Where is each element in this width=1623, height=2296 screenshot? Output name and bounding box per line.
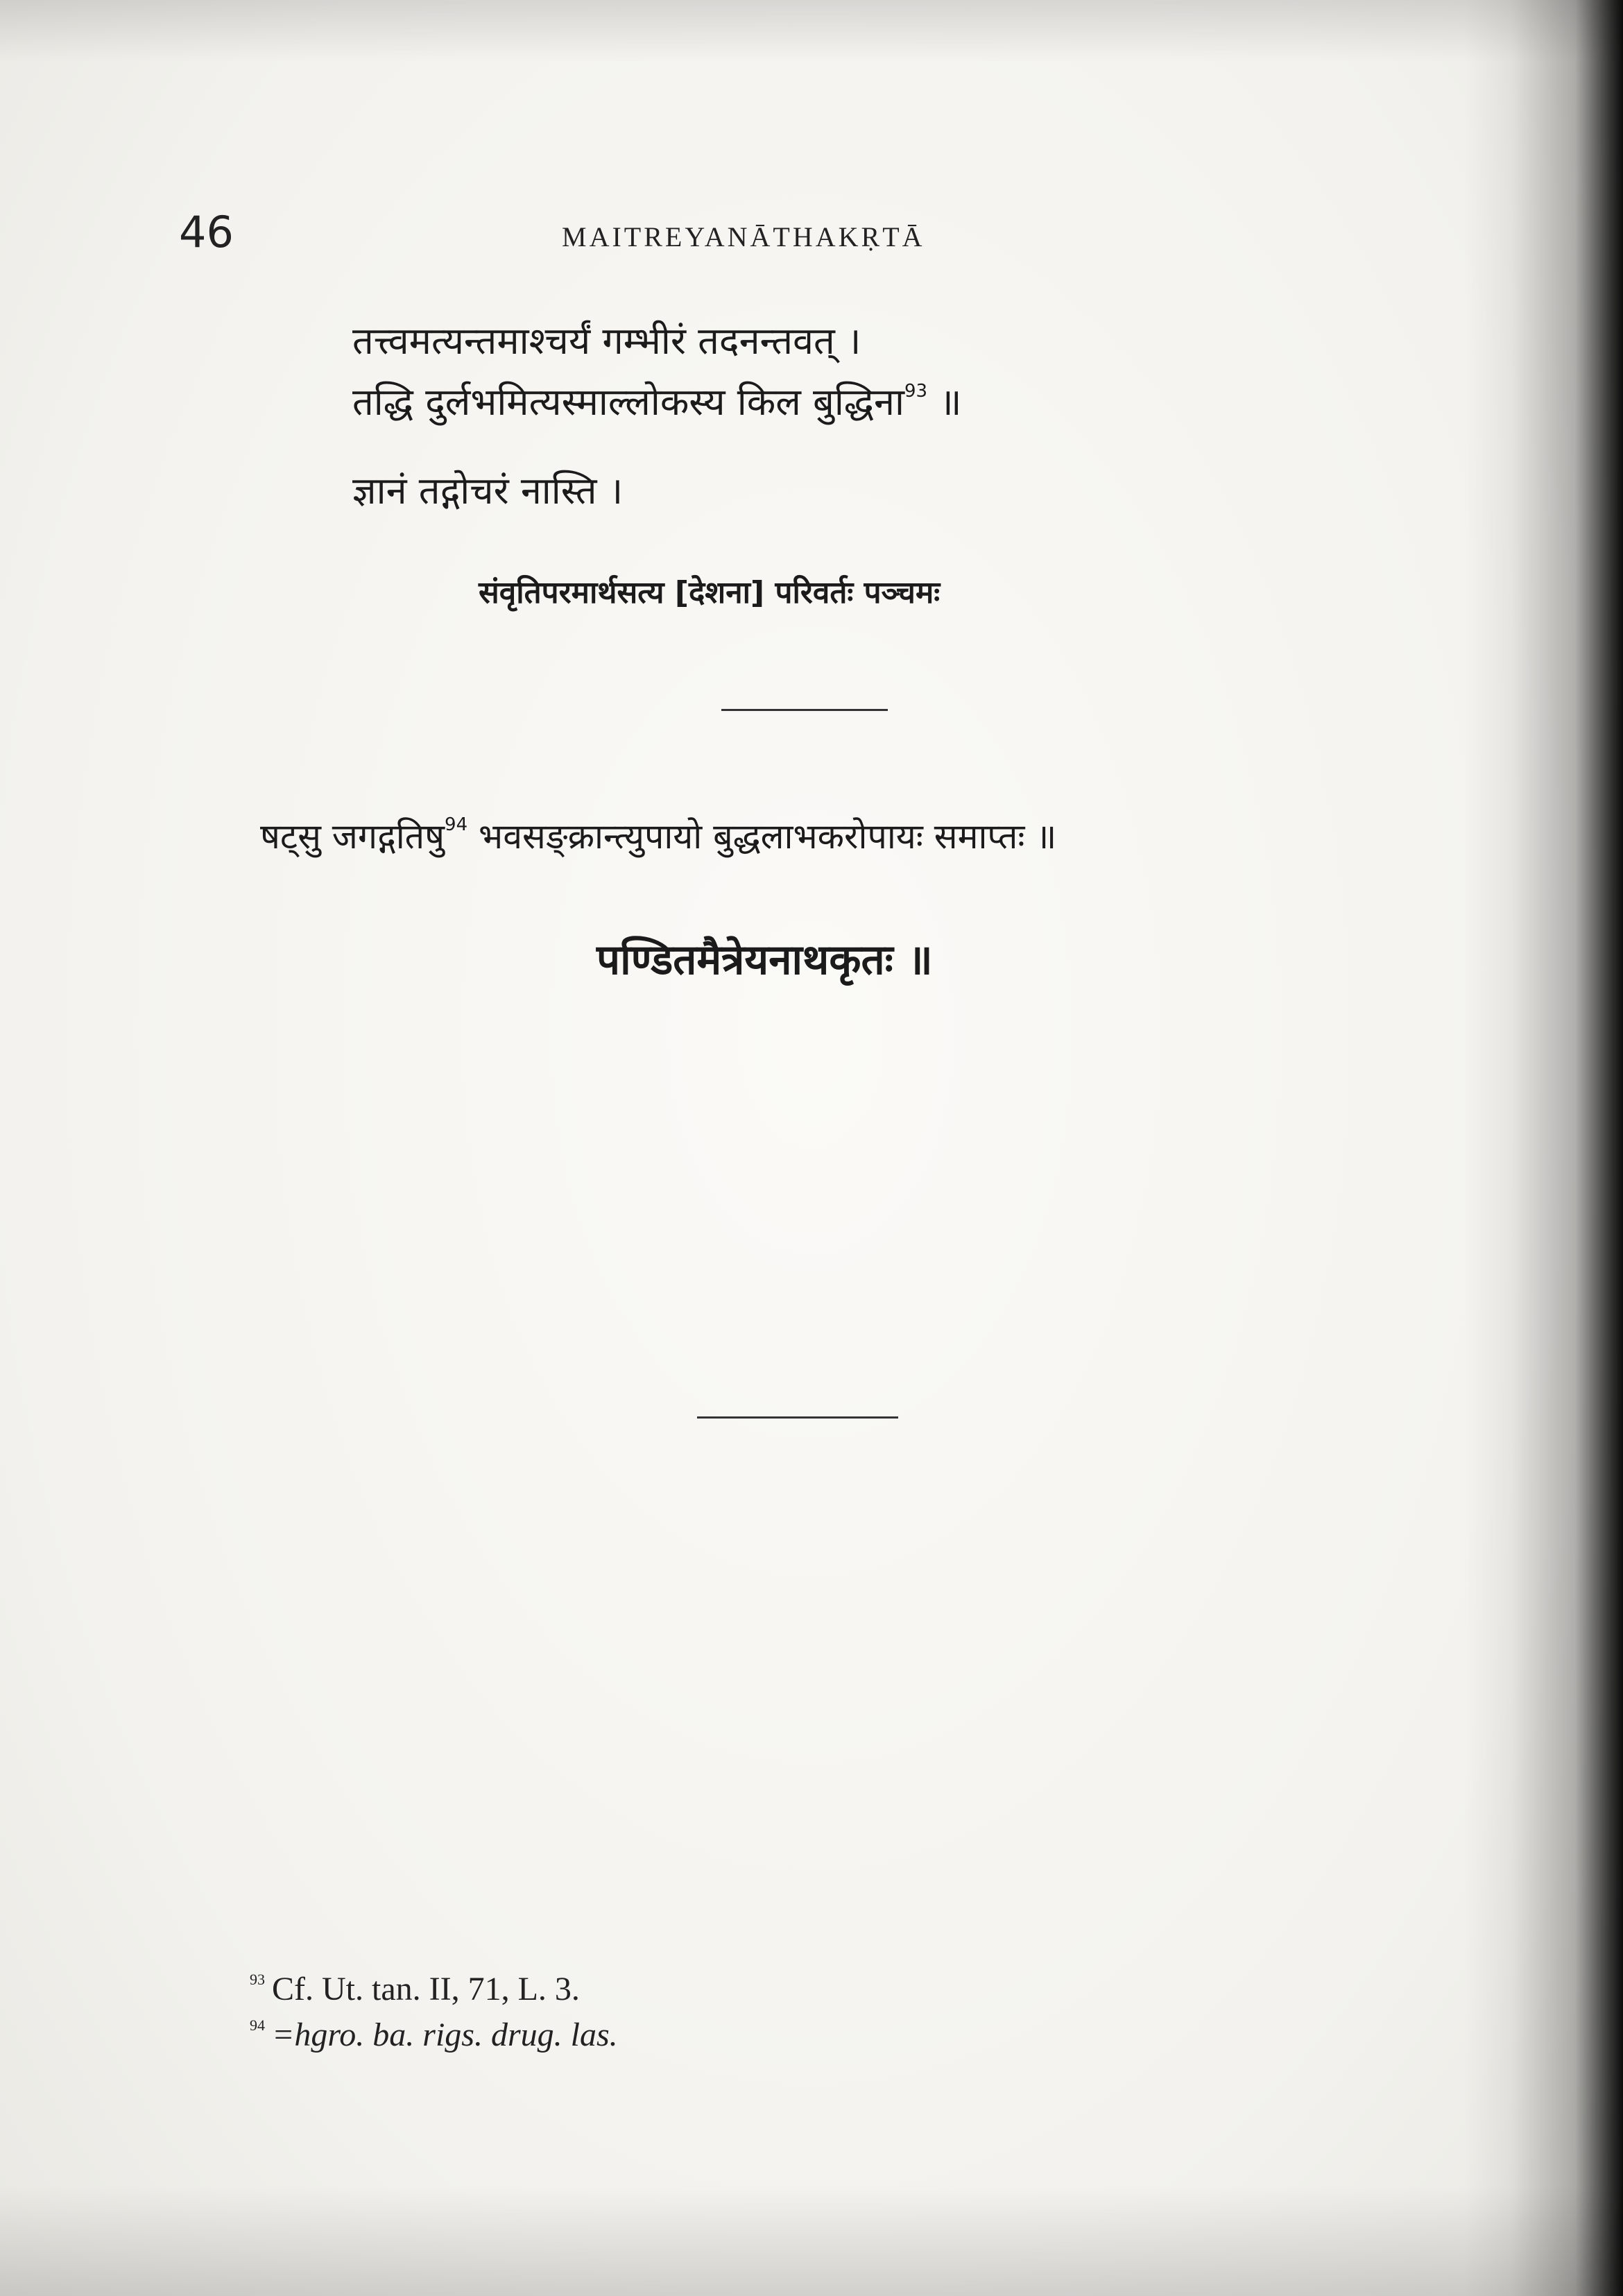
scan-binding-shadow: [1463, 0, 1623, 2296]
footnote-93-text: Cf. Ut. tan. II, 71, L. 3.: [272, 1971, 580, 2007]
page-number: 46: [179, 207, 234, 257]
verse-line-1: तत्त्वमत्यन्तमाश्चर्यं गम्भीरं तदनन्तवत् ।: [352, 319, 861, 363]
verse-line-2-end: ॥: [939, 380, 962, 424]
footnote-ref-93: 93: [904, 381, 928, 402]
footnote-93: [250, 1970, 580, 2008]
footnote-94-mark: 94: [250, 2016, 265, 2034]
section-divider-1: [721, 709, 888, 711]
scan-shadow-bottom: [0, 2185, 1623, 2296]
footnote-93-mark: 93: [250, 1971, 265, 1988]
chapter-colophon: संवृतिपरमार्थसत्य [देशना] परिवर्तः पञ्चमः: [479, 575, 941, 610]
verse-line-2: [352, 375, 962, 426]
verse-line-3: ज्ञानं तद्गोचरं नास्ति ।: [352, 469, 624, 513]
author-colophon: पण्डितमैत्रेयनाथकृतः ॥: [596, 936, 933, 984]
footnote-ref-94: 94: [445, 814, 468, 835]
section-divider-2: [697, 1416, 898, 1419]
work-colophon: [260, 812, 1056, 859]
work-colophon-part1: षट्सु जगद्गतिषु: [260, 816, 445, 857]
work-colophon-part2: भवसङ्क्रान्त्युपायो बुद्धलाभकरोपायः समाप्तः ॥: [479, 816, 1057, 857]
footnote-94-text: =hgro. ba. rigs. drug. las.: [272, 2016, 618, 2053]
running-head: MAITREYANĀTHAKṚTĀ: [562, 221, 925, 252]
scan-shadow-top: [0, 0, 1623, 62]
verse-line-2-text: तद्धि दुर्लभमित्यस्माल्लोकस्य किल बुद्धिना: [352, 380, 904, 424]
footnote-94: [250, 2016, 618, 2054]
